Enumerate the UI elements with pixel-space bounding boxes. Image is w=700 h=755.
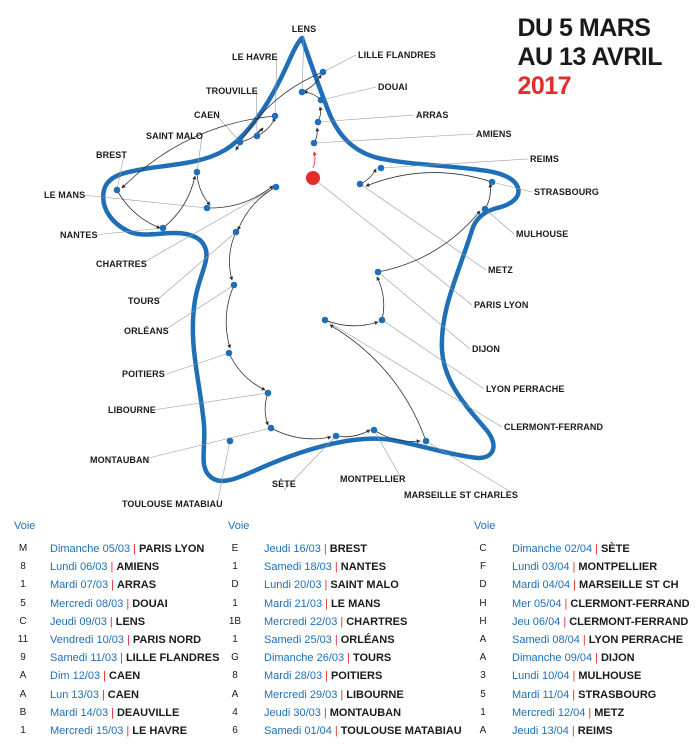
separator: | xyxy=(324,579,328,592)
separator: | xyxy=(334,634,338,646)
city-label-lens: LENS xyxy=(291,24,317,34)
voie-value: H xyxy=(479,615,487,627)
stop-city: MONTAUBAN xyxy=(329,706,402,719)
city-label-trouville: TROUVILLE xyxy=(206,86,258,96)
leader-line-douai xyxy=(321,87,376,100)
city-label-clermont-ferrand: CLERMONT-FERRAND xyxy=(504,422,604,432)
stop-marker-douai xyxy=(318,97,325,104)
stop-date: Lun 13/03 xyxy=(50,688,99,701)
city-label-strasbourg: STRASBOURG xyxy=(534,187,600,197)
stop-date: Mercredi 22/03 xyxy=(264,615,338,628)
stop-marker-arras xyxy=(315,119,322,126)
stop-entry xyxy=(512,558,657,576)
separator: | xyxy=(572,670,576,683)
stop-entry xyxy=(264,613,407,631)
stop-marker-sete xyxy=(333,433,340,440)
voie-value: 6 xyxy=(232,725,238,736)
route-arrow-14 xyxy=(207,186,273,208)
stop-city: ORLÉANS xyxy=(340,634,395,646)
stop-date: Vendredi 10/03 xyxy=(50,634,125,646)
stop-entry xyxy=(264,576,399,594)
stop-city: REIMS xyxy=(577,725,613,737)
stop-city: AMIENS xyxy=(116,561,160,574)
stop-marker-amiens xyxy=(311,140,318,147)
stop-city: DOUAI xyxy=(132,597,168,610)
route-arrows xyxy=(117,72,492,441)
route-arrow-21 xyxy=(336,430,370,437)
stop-date: Mardi 11/04 xyxy=(512,688,570,701)
stop-date: Mardi 28/03 xyxy=(264,670,323,683)
city-label-nantes: NANTES xyxy=(60,230,98,240)
city-label-amiens: AMIENS xyxy=(476,129,512,139)
stop-date: Mardi 21/03 xyxy=(264,597,323,610)
city-label-metz: METZ xyxy=(488,265,513,275)
voie-value: E xyxy=(231,543,239,554)
voie-value: 1 xyxy=(480,706,486,718)
stop-city: CAEN xyxy=(107,688,139,701)
stop-entry xyxy=(512,722,613,740)
stop-entry xyxy=(512,649,635,667)
voie-value: A xyxy=(19,670,27,682)
voie-header: Voie xyxy=(14,520,36,532)
stop-entry xyxy=(264,540,367,558)
route-arrow-23 xyxy=(330,325,426,441)
date-range-title xyxy=(517,14,662,101)
stop-marker-reims xyxy=(378,165,385,172)
voie-value: 11 xyxy=(17,634,29,645)
stop-city: POITIERS xyxy=(330,670,383,683)
stop-marker-strasbourg xyxy=(489,179,496,186)
city-label-tours: TOURS xyxy=(128,296,160,306)
city-label-orleans: ORLÉANS xyxy=(124,326,169,336)
separator: | xyxy=(325,670,328,683)
voie-value: 3 xyxy=(480,670,486,682)
france-outline xyxy=(103,38,518,481)
separator: | xyxy=(572,561,576,574)
stop-date: Jeudi 16/03 xyxy=(264,543,321,555)
voie-value: G xyxy=(231,652,239,664)
stop-marker-toulouse-matabiau xyxy=(227,438,234,445)
voie-value: 8 xyxy=(232,670,238,682)
stop-city: LE MANS xyxy=(330,597,381,610)
stop-city: CHARTRES xyxy=(346,615,408,628)
stop-marker-lens xyxy=(299,89,306,96)
stop-city: BREST xyxy=(329,543,368,555)
stop-date: Mercredi 29/03 xyxy=(264,688,338,701)
city-label-le-havre: LE HAVRE xyxy=(232,52,278,62)
leader-line-marseille-st-charles xyxy=(426,441,516,495)
stop-date: Dim 12/03 xyxy=(50,670,101,683)
leader-line-lille-flandres xyxy=(323,55,356,72)
stop-city: LIBOURNE xyxy=(346,688,404,701)
voie-value: A xyxy=(479,634,487,645)
stop-marker-lille-flandres xyxy=(320,69,327,76)
route-arrow-13 xyxy=(197,172,210,205)
stop-city: TOURS xyxy=(352,652,392,665)
stop-city: LILLE FLANDRES xyxy=(125,652,220,665)
route-arrow-28 xyxy=(366,173,492,186)
stop-date: Dimanche 05/03 xyxy=(50,543,131,555)
stop-marker-libourne xyxy=(265,390,272,397)
stop-marker-le-havre xyxy=(272,113,279,120)
city-label-toulouse-matabiau: TOULOUSE MATABIAU xyxy=(122,499,223,509)
stop-city: MARSEILLE ST CH xyxy=(578,579,679,592)
stop-city: SÈTE xyxy=(600,543,630,555)
route-arrow-15 xyxy=(238,187,276,230)
stop-date: Jeu 06/04 xyxy=(512,615,561,628)
separator: | xyxy=(582,634,586,646)
city-label-saint-malo: SAINT MALO xyxy=(146,131,203,141)
stop-entry xyxy=(512,667,641,685)
route-arrow-25 xyxy=(377,277,384,320)
stop-entry xyxy=(50,595,168,613)
voie-value: B xyxy=(19,706,27,718)
voie-value: D xyxy=(231,579,239,591)
stop-entry xyxy=(512,595,690,613)
route-arrow-12 xyxy=(163,176,195,228)
separator: | xyxy=(127,634,130,646)
stop-entry xyxy=(50,649,219,667)
stop-markers xyxy=(114,69,496,445)
stop-date: Samedi 01/04 xyxy=(264,725,332,737)
stop-city: METZ xyxy=(594,706,625,719)
separator: | xyxy=(126,597,130,610)
voie-value: H xyxy=(479,597,487,609)
city-label-libourne: LIBOURNE xyxy=(108,405,156,415)
stop-marker-trouville xyxy=(254,133,261,140)
separator: | xyxy=(101,688,105,701)
city-label-chartres: CHARTRES xyxy=(96,259,147,269)
separator: | xyxy=(103,670,106,683)
stop-entry xyxy=(50,576,156,594)
route-arrow-18 xyxy=(229,353,265,390)
route-arrow-19 xyxy=(265,393,268,425)
separator: | xyxy=(572,688,576,701)
leader-line-strasbourg xyxy=(492,182,532,192)
separator: | xyxy=(347,652,350,665)
stop-marker-tours xyxy=(233,229,240,236)
route-arrow-11 xyxy=(117,190,160,228)
voie-value: 4 xyxy=(232,706,238,718)
voie-header: Voie xyxy=(474,520,496,532)
stop-marker-poitiers xyxy=(226,350,233,357)
stop-city: SAINT MALO xyxy=(330,579,399,592)
city-label-lyon-perrache: LYON PERRACHE xyxy=(486,384,565,394)
separator: | xyxy=(340,615,344,628)
title-line2: AU 13 AVRIL xyxy=(517,43,662,71)
city-label-montauban: MONTAUBAN xyxy=(90,455,150,465)
title-year: 2017 xyxy=(517,72,572,100)
separator: | xyxy=(571,725,575,737)
stop-marker-mulhouse xyxy=(482,206,489,213)
stop-date: Samedi 25/03 xyxy=(264,634,332,646)
stop-city: LENS xyxy=(115,615,146,628)
voie-value: 1 xyxy=(232,597,238,609)
stop-city: CLERMONT-FERRAND xyxy=(569,615,689,628)
voie-value: M xyxy=(18,543,28,554)
separator: | xyxy=(120,652,123,665)
voie-value: 9 xyxy=(20,652,26,664)
title-line1: DU 5 MARS xyxy=(517,14,651,42)
stop-city: PARIS NORD xyxy=(132,634,202,646)
stop-entry xyxy=(512,704,624,722)
separator: | xyxy=(133,543,136,555)
stop-entry xyxy=(50,631,201,649)
stop-date: Mardi 04/04 xyxy=(512,579,571,592)
leader-line-amiens xyxy=(314,134,474,143)
separator: | xyxy=(109,615,113,628)
route-arrow-9 xyxy=(257,118,275,136)
voie-value: 1 xyxy=(232,634,238,645)
city-label-sete: SÈTE xyxy=(272,479,296,489)
leader-line-libourne xyxy=(153,393,268,410)
stop-marker-le-mans xyxy=(204,205,211,212)
separator: | xyxy=(573,579,576,592)
stop-date: Samedi 08/04 xyxy=(512,634,580,646)
route-arrow-20 xyxy=(271,428,331,439)
voie-value: A xyxy=(479,725,487,736)
stop-date: Lundi 06/03 xyxy=(50,561,108,574)
city-label-douai: DOUAI xyxy=(378,82,408,92)
stop-city: ARRAS xyxy=(116,579,157,592)
separator: | xyxy=(325,597,328,610)
stop-date: Mardi 07/03 xyxy=(50,579,109,592)
stop-entry xyxy=(50,558,159,576)
leader-line-saint-malo xyxy=(197,136,202,172)
stop-entry xyxy=(50,704,179,722)
stop-entry xyxy=(50,722,187,740)
leader-line-trouville xyxy=(256,91,257,136)
voie-header: Voie xyxy=(228,520,250,532)
stop-city: MULHOUSE xyxy=(578,670,642,683)
voie-value: A xyxy=(231,688,239,700)
stop-marker-caen xyxy=(237,139,244,146)
separator: | xyxy=(340,688,344,701)
voie-value: 1 xyxy=(20,579,26,591)
voie-value: 1 xyxy=(232,561,238,573)
voie-value: C xyxy=(479,543,487,554)
city-label-montpellier: MONTPELLIER xyxy=(340,474,406,484)
voie-value: 5 xyxy=(480,688,486,700)
stop-marker-clermont-ferrand xyxy=(322,317,329,324)
separator: | xyxy=(111,706,114,719)
stop-marker-brest xyxy=(114,187,121,194)
city-label-arras: ARRAS xyxy=(416,110,449,120)
stop-entry xyxy=(50,667,140,685)
stop-date: Mercredi 15/03 xyxy=(50,725,124,737)
stop-date: Jeudi 30/03 xyxy=(264,706,321,719)
city-label-marseille-st-charles: MARSEILLE ST CHARLES xyxy=(404,490,519,500)
route-arrow-26 xyxy=(378,211,480,272)
stop-entry xyxy=(512,540,630,558)
stop-entry xyxy=(50,613,145,631)
stop-marker-lyon-perrache xyxy=(379,317,386,324)
city-label-le-mans: LE MANS xyxy=(44,190,86,200)
stop-city: TOULOUSE MATABIAU xyxy=(340,725,462,737)
stop-entry xyxy=(264,722,462,740)
stop-date: Dimanche 02/04 xyxy=(512,543,593,555)
stop-entry xyxy=(264,631,395,649)
separator: | xyxy=(323,706,327,719)
stop-city: LE HAVRE xyxy=(132,725,188,737)
leader-line-dijon xyxy=(378,272,470,349)
stop-entry xyxy=(50,686,139,704)
stop-entry xyxy=(50,540,204,558)
stop-entry xyxy=(264,704,401,722)
stop-date: Mercredi 08/03 xyxy=(50,597,124,610)
stop-date: Mercredi 12/04 xyxy=(512,706,586,719)
voie-value: A xyxy=(19,688,27,700)
stop-city: STRASBOURG xyxy=(578,688,657,701)
stop-marker-orleans xyxy=(231,282,238,289)
leader-line-lyon-perrache xyxy=(382,320,484,389)
stop-city: DEAUVILLE xyxy=(116,706,180,719)
stop-date: Samedi 18/03 xyxy=(264,561,332,574)
separator: | xyxy=(323,543,327,555)
city-label-brest: BREST xyxy=(96,150,128,160)
stop-date: Samedi 11/03 xyxy=(50,652,118,665)
stop-entry xyxy=(512,686,656,704)
stop-city: NANTES xyxy=(340,561,386,574)
route-arrow-17 xyxy=(226,285,234,348)
stop-entry xyxy=(512,576,679,594)
stop-date: Lundi 10/04 xyxy=(512,670,570,683)
route-arrow-16 xyxy=(229,232,236,280)
stop-entry xyxy=(512,613,688,631)
city-label-poitiers: POITIERS xyxy=(122,369,165,379)
leader-lines xyxy=(83,35,532,504)
stop-marker-montpellier xyxy=(371,427,378,434)
voie-value: 1B xyxy=(228,615,242,627)
stop-date: Lundi 20/03 xyxy=(264,579,322,592)
voie-value: D xyxy=(479,579,487,591)
route-arrow-27 xyxy=(485,184,490,209)
leader-line-caen xyxy=(216,115,240,142)
stop-date: Mardi 14/03 xyxy=(50,706,109,719)
separator: | xyxy=(111,579,114,592)
voie-value: 5 xyxy=(20,597,26,609)
city-label-reims: REIMS xyxy=(530,154,560,164)
stop-city: MONTPELLIER xyxy=(578,561,658,574)
stop-city: CLERMONT-FERRAND xyxy=(570,597,690,610)
voie-value: 8 xyxy=(20,561,26,573)
stop-date: Jeudi 13/04 xyxy=(512,725,569,737)
stop-date: Jeudi 09/03 xyxy=(50,615,107,628)
stop-city: PARIS LYON xyxy=(138,543,205,555)
stop-date: Dimanche 09/04 xyxy=(512,652,593,665)
separator: | xyxy=(563,615,567,628)
city-label-dijon: DIJON xyxy=(472,344,501,354)
stop-entry xyxy=(264,686,404,704)
leader-line-toulouse-matabiau xyxy=(217,441,230,504)
city-label-mulhouse: MULHOUSE xyxy=(516,229,569,239)
stop-city: CAEN xyxy=(109,670,141,683)
stop-marker-marseille-st-charles xyxy=(423,438,430,445)
city-label-paris-lyon: PARIS LYON xyxy=(474,300,529,310)
city-label-caen: CAEN xyxy=(194,110,220,120)
stop-entry xyxy=(264,558,386,576)
stop-marker-saint-malo xyxy=(194,169,201,176)
separator: | xyxy=(595,543,598,555)
separator: | xyxy=(588,706,592,719)
leader-line-clermont-ferrand xyxy=(325,320,502,427)
stop-city: LYON PERRACHE xyxy=(588,634,684,646)
start-marker-paris-lyon xyxy=(306,171,320,185)
stop-date: Mer 05/04 xyxy=(512,597,562,610)
stop-marker-nantes xyxy=(160,225,167,232)
separator: | xyxy=(595,652,598,665)
voie-value: 1 xyxy=(20,725,26,736)
stop-entry xyxy=(264,667,382,685)
route-arrow-1 xyxy=(313,152,315,168)
separator: | xyxy=(334,725,338,737)
stop-entry xyxy=(264,595,380,613)
separator: | xyxy=(334,561,338,574)
city-label-lille-flandres: LILLE FLANDRES xyxy=(358,50,436,60)
voie-value: F xyxy=(479,561,487,573)
stop-date: Dimanche 26/03 xyxy=(264,652,345,665)
stop-entry xyxy=(512,631,683,649)
stop-city: DIJON xyxy=(600,652,635,665)
voie-value: C xyxy=(19,615,27,627)
stop-marker-montauban xyxy=(268,425,275,432)
leader-line-mulhouse xyxy=(485,209,514,234)
separator: | xyxy=(126,725,130,737)
stop-date: Lundi 03/04 xyxy=(512,561,570,574)
stop-marker-dijon xyxy=(375,269,382,276)
stop-marker-chartres xyxy=(273,184,280,191)
voie-value: A xyxy=(479,652,487,664)
stop-marker-metz xyxy=(357,181,364,188)
stop-entry xyxy=(264,649,391,667)
separator: | xyxy=(564,597,568,610)
separator: | xyxy=(110,561,114,574)
